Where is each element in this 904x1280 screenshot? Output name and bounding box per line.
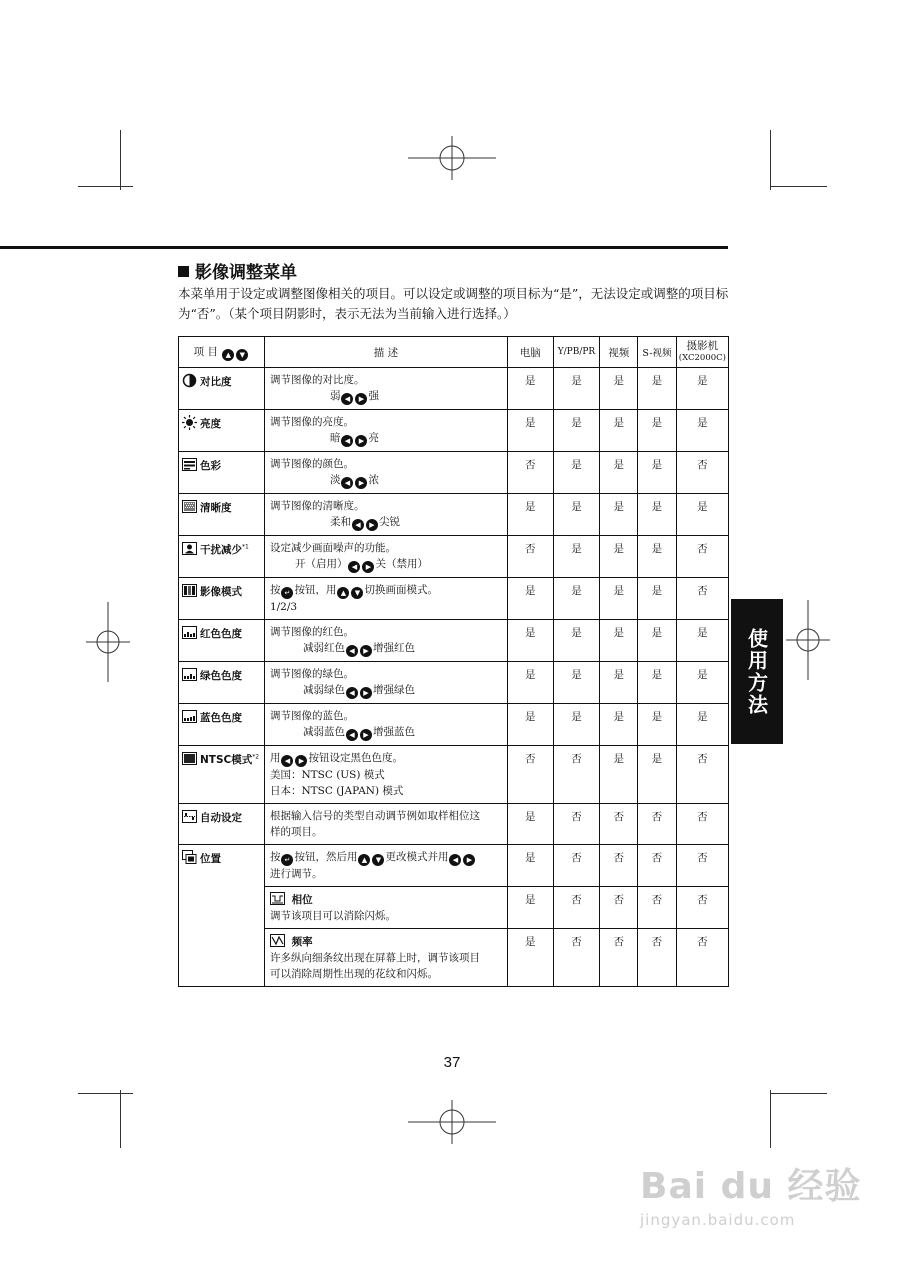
position-icon <box>182 850 197 865</box>
desc-text: 按钮，然后用 <box>294 851 358 863</box>
value-svideo: 是 <box>638 746 677 804</box>
left-button-icon: ◀ <box>348 561 360 573</box>
value-pc: 是 <box>507 662 553 704</box>
crop-mark <box>120 1090 121 1148</box>
value-camera: 否 <box>676 887 728 929</box>
item-cell <box>179 620 265 662</box>
desc-cell <box>264 704 507 746</box>
value-pc: 是 <box>507 368 553 410</box>
value-svideo: 是 <box>638 536 677 578</box>
value-svideo: 否 <box>638 804 677 845</box>
item-cell <box>179 845 265 987</box>
value-ypbpr: 否 <box>553 845 600 887</box>
right-button-icon: ▶ <box>360 645 372 657</box>
table-row <box>179 536 729 578</box>
value-video: 是 <box>600 536 638 578</box>
desc-cell <box>264 494 507 536</box>
desc-text: 美国：NTSC (US) 模式 <box>269 769 385 781</box>
desc-text: 调节图像的红色。 <box>269 626 354 638</box>
col-header-camera <box>676 337 728 368</box>
section-heading <box>178 258 297 283</box>
value-svideo: 是 <box>638 494 677 536</box>
phase-icon <box>270 891 285 906</box>
desc-cell <box>264 746 507 804</box>
range-min-label: 减弱绿色 <box>302 684 345 696</box>
value-camera: 否 <box>676 929 728 987</box>
down-button-icon: ▼ <box>351 587 363 599</box>
value-video: 是 <box>600 746 638 804</box>
range-min-label: 淡 <box>329 474 341 486</box>
col-header-item-label: 项 目 <box>193 345 218 358</box>
desc-text: 日本：NTSC (JAPAN) 模式 <box>269 785 404 797</box>
col-header-camera-model: (XC2000C) <box>678 352 726 363</box>
crop-mark <box>770 186 827 187</box>
right-button-icon: ▶ <box>355 477 367 489</box>
picture-adjust-table <box>178 336 729 987</box>
value-video: 是 <box>600 452 638 494</box>
registration-mark <box>408 136 496 180</box>
square-bullet-icon <box>178 266 189 277</box>
desc-text: 1/2/3 <box>269 601 298 613</box>
value-video: 是 <box>600 494 638 536</box>
enter-button-icon: ↵ <box>281 854 293 866</box>
value-pc: 是 <box>507 845 553 887</box>
value-camera: 否 <box>676 804 728 845</box>
value-ypbpr: 否 <box>553 804 600 845</box>
item-name: 干扰减少 <box>200 544 242 556</box>
value-camera: 否 <box>676 452 728 494</box>
value-pc: 否 <box>507 452 553 494</box>
value-ypbpr: 是 <box>553 410 600 452</box>
value-camera: 否 <box>676 845 728 887</box>
crop-mark <box>770 1093 827 1094</box>
left-button-icon: ◀ <box>352 519 364 531</box>
desc-cell <box>264 845 507 887</box>
left-button-icon: ◀ <box>281 755 293 767</box>
col-header-desc: 描 述 <box>264 337 507 368</box>
item-cell <box>179 452 265 494</box>
item-name: 清晰度 <box>200 502 232 514</box>
range-max-label: 浓 <box>368 474 379 486</box>
item-cell <box>179 494 265 536</box>
value-svideo: 是 <box>638 452 677 494</box>
value-svideo: 是 <box>638 368 677 410</box>
value-ypbpr: 是 <box>553 536 600 578</box>
desc-text: 调节图像的蓝色。 <box>269 710 354 722</box>
item-name: 蓝色色度 <box>200 712 242 724</box>
red-gain-icon <box>182 625 197 640</box>
range-max-label: 强 <box>368 390 379 402</box>
range-min-label: 减弱蓝色 <box>302 726 345 738</box>
desc-text: 调节图像的对比度。 <box>269 374 365 386</box>
contrast-icon <box>182 373 197 388</box>
registration-mark <box>86 602 130 682</box>
left-button-icon: ◀ <box>341 477 353 489</box>
desc-cell <box>264 410 507 452</box>
up-button-icon: ▲ <box>358 854 370 866</box>
value-svideo: 否 <box>638 887 677 929</box>
desc-cell <box>264 929 507 987</box>
green-gain-icon <box>182 667 197 682</box>
value-ypbpr: 是 <box>553 494 600 536</box>
item-name: 影像模式 <box>200 586 242 598</box>
table-row <box>179 452 729 494</box>
value-svideo: 否 <box>638 845 677 887</box>
value-video: 否 <box>600 845 638 887</box>
table-row <box>179 410 729 452</box>
item-cell <box>179 368 265 410</box>
value-video: 是 <box>600 578 638 620</box>
value-camera: 否 <box>676 578 728 620</box>
crop-mark <box>770 1090 771 1148</box>
value-camera: 是 <box>676 620 728 662</box>
col-header-ypbpr: Y/PB/PR <box>553 337 600 368</box>
value-svideo: 是 <box>638 704 677 746</box>
brightness-icon <box>182 415 197 430</box>
frequency-icon <box>270 933 285 948</box>
value-pc: 否 <box>507 536 553 578</box>
blue-gain-icon <box>182 709 197 724</box>
value-video: 否 <box>600 804 638 845</box>
up-button-icon: ▲ <box>337 587 349 599</box>
enter-button-icon: ↵ <box>281 587 293 599</box>
left-button-icon: ◀ <box>341 435 353 447</box>
desc-text: 可以消除周期性出现的花纹和闪烁。 <box>269 968 438 980</box>
value-video: 是 <box>600 662 638 704</box>
desc-text: 按钮，用 <box>294 584 337 596</box>
baidu-watermark <box>640 1158 870 1238</box>
desc-text: 按 <box>269 584 281 596</box>
value-video: 是 <box>600 620 638 662</box>
value-svideo: 是 <box>638 620 677 662</box>
right-button-icon: ▶ <box>463 854 475 866</box>
value-ypbpr: 否 <box>553 746 600 804</box>
desc-text: 进行调节。 <box>269 868 323 880</box>
value-pc: 是 <box>507 804 553 845</box>
desc-text: 设定减少画面噪声的功能。 <box>269 542 396 554</box>
value-pc: 是 <box>507 410 553 452</box>
item-cell <box>179 578 265 620</box>
watermark-url: jingyan.baidu.com <box>640 1211 796 1229</box>
value-pc: 是 <box>507 887 553 929</box>
item-cell <box>179 662 265 704</box>
table-row <box>179 368 729 410</box>
value-ypbpr: 是 <box>553 704 600 746</box>
desc-text: 许多纵向细条纹出现在屏幕上时，调节该项目 <box>269 952 480 964</box>
range-min-label: 弱 <box>329 390 341 402</box>
value-video: 否 <box>600 887 638 929</box>
desc-text: 用 <box>269 752 281 764</box>
crop-mark <box>120 130 121 190</box>
item-cell <box>179 804 265 845</box>
range-max-label: 增强蓝色 <box>372 726 415 738</box>
range-max-label: 关（禁用） <box>375 558 428 570</box>
item-cell <box>179 746 265 804</box>
page-number: 37 <box>443 1054 461 1071</box>
left-button-icon: ◀ <box>346 645 358 657</box>
item-name: NTSC模式 <box>200 754 253 766</box>
desc-text: 按钮设定黑色色度。 <box>308 752 403 764</box>
noise-reduction-icon <box>182 541 197 556</box>
right-button-icon: ▶ <box>355 393 367 405</box>
sharpness-icon <box>182 499 197 514</box>
desc-cell <box>264 620 507 662</box>
value-svideo: 是 <box>638 410 677 452</box>
desc-text: 调节图像的清晰度。 <box>269 500 365 512</box>
range-min-label: 柔和 <box>329 516 351 528</box>
item-name: 对比度 <box>200 376 232 388</box>
value-video: 是 <box>600 368 638 410</box>
range-min-label: 开（启用） <box>294 558 348 570</box>
item-name: 绿色色度 <box>200 670 242 682</box>
range-max-label: 增强红色 <box>372 642 415 654</box>
desc-text: 更改模式并用 <box>385 851 449 863</box>
col-header-svideo: S-视频 <box>638 337 677 368</box>
value-pc: 是 <box>507 578 553 620</box>
sub-item-name: 相位 <box>291 894 313 906</box>
sub-item-name: 频率 <box>291 936 313 948</box>
crop-mark <box>78 186 133 187</box>
value-camera: 是 <box>676 368 728 410</box>
table-row <box>179 704 729 746</box>
crop-mark <box>770 130 771 190</box>
desc-text: 样的项目。 <box>269 826 323 838</box>
col-header-item <box>179 337 265 368</box>
right-button-icon: ▶ <box>360 729 372 741</box>
value-camera: 是 <box>676 704 728 746</box>
value-camera: 是 <box>676 662 728 704</box>
col-header-video: 视频 <box>600 337 638 368</box>
value-ypbpr: 否 <box>553 929 600 987</box>
desc-cell <box>264 804 507 845</box>
watermark-logo-text: Bai du 经验 <box>640 1166 862 1207</box>
registration-mark <box>786 600 830 680</box>
value-video: 是 <box>600 410 638 452</box>
range-min-label: 暗 <box>329 432 341 444</box>
range-max-label: 增强绿色 <box>372 684 415 696</box>
up-button-icon: ▲ <box>222 349 234 361</box>
section-heading-text: 影像调整菜单 <box>195 263 297 283</box>
table-row <box>179 845 729 887</box>
value-video: 否 <box>600 929 638 987</box>
value-ypbpr: 是 <box>553 368 600 410</box>
left-button-icon: ◀ <box>346 729 358 741</box>
value-camera: 否 <box>676 746 728 804</box>
desc-cell <box>264 578 507 620</box>
value-pc: 是 <box>507 929 553 987</box>
desc-text: 根据输入信号的类型自动调节例如取样相位这 <box>269 810 480 822</box>
desc-text: 按 <box>269 851 281 863</box>
table-row <box>179 494 729 536</box>
value-svideo: 否 <box>638 929 677 987</box>
down-button-icon: ▼ <box>372 854 384 866</box>
value-ypbpr: 是 <box>553 620 600 662</box>
right-button-icon: ▶ <box>360 687 372 699</box>
desc-text: 调节图像的颜色。 <box>269 458 354 470</box>
ntsc-mode-icon <box>182 751 197 766</box>
crop-mark <box>78 1093 133 1094</box>
item-name: 亮度 <box>200 418 221 430</box>
value-camera: 是 <box>676 494 728 536</box>
value-pc: 是 <box>507 494 553 536</box>
value-ypbpr: 否 <box>553 887 600 929</box>
item-name: 自动设定 <box>200 812 242 824</box>
right-button-icon: ▶ <box>366 519 378 531</box>
right-button-icon: ▶ <box>355 435 367 447</box>
left-button-icon: ◀ <box>449 854 461 866</box>
section-side-tab: 使用方法 <box>731 599 783 744</box>
desc-text: 调节图像的亮度。 <box>269 416 354 428</box>
range-min-label: 减弱红色 <box>302 642 345 654</box>
item-cell <box>179 704 265 746</box>
footnote-marker: *2 <box>252 753 260 761</box>
desc-cell <box>264 887 507 929</box>
left-button-icon: ◀ <box>346 687 358 699</box>
table-row <box>179 746 729 804</box>
table-row <box>179 578 729 620</box>
left-button-icon: ◀ <box>341 393 353 405</box>
range-max-label: 尖锐 <box>378 516 400 528</box>
desc-cell <box>264 452 507 494</box>
right-button-icon: ▶ <box>362 561 374 573</box>
desc-cell <box>264 368 507 410</box>
header-rule <box>0 246 728 249</box>
value-svideo: 是 <box>638 578 677 620</box>
intro-paragraph: 本菜单用于设定或调整图像相关的项目。可以设定或调整的项目标为“是”，无法设定或调整的项目标为“否”。（某个项目阴影时，表示无法为当前输入进行选择。） <box>178 286 729 321</box>
item-name: 红色色度 <box>200 628 242 640</box>
auto-setup-icon <box>182 809 197 824</box>
value-pc: 是 <box>507 704 553 746</box>
value-pc: 是 <box>507 620 553 662</box>
item-name: 位置 <box>200 853 221 865</box>
item-cell <box>179 536 265 578</box>
value-video: 是 <box>600 704 638 746</box>
table-row <box>179 804 729 845</box>
value-svideo: 是 <box>638 662 677 704</box>
desc-cell <box>264 536 507 578</box>
value-camera: 否 <box>676 536 728 578</box>
registration-mark <box>408 1100 496 1144</box>
footnote-marker: *1 <box>242 543 249 551</box>
desc-text: 调节该项目可以消除闪烁。 <box>269 910 396 922</box>
value-ypbpr: 是 <box>553 452 600 494</box>
col-header-camera-label: 摄影机 <box>686 339 719 352</box>
table-header-row <box>179 337 729 368</box>
item-name: 色彩 <box>200 460 221 472</box>
value-ypbpr: 是 <box>553 578 600 620</box>
right-button-icon: ▶ <box>295 755 307 767</box>
value-pc: 否 <box>507 746 553 804</box>
value-ypbpr: 是 <box>553 662 600 704</box>
down-button-icon: ▼ <box>236 349 248 361</box>
picture-mode-icon <box>182 583 197 598</box>
value-camera: 是 <box>676 410 728 452</box>
col-header-pc: 电脑 <box>507 337 553 368</box>
table-row <box>179 662 729 704</box>
desc-cell <box>264 662 507 704</box>
range-max-label: 亮 <box>368 432 379 444</box>
color-icon <box>182 457 197 472</box>
item-cell <box>179 410 265 452</box>
desc-text: 切换画面模式。 <box>364 584 438 596</box>
table-row <box>179 620 729 662</box>
desc-text: 调节图像的绿色。 <box>269 668 354 680</box>
